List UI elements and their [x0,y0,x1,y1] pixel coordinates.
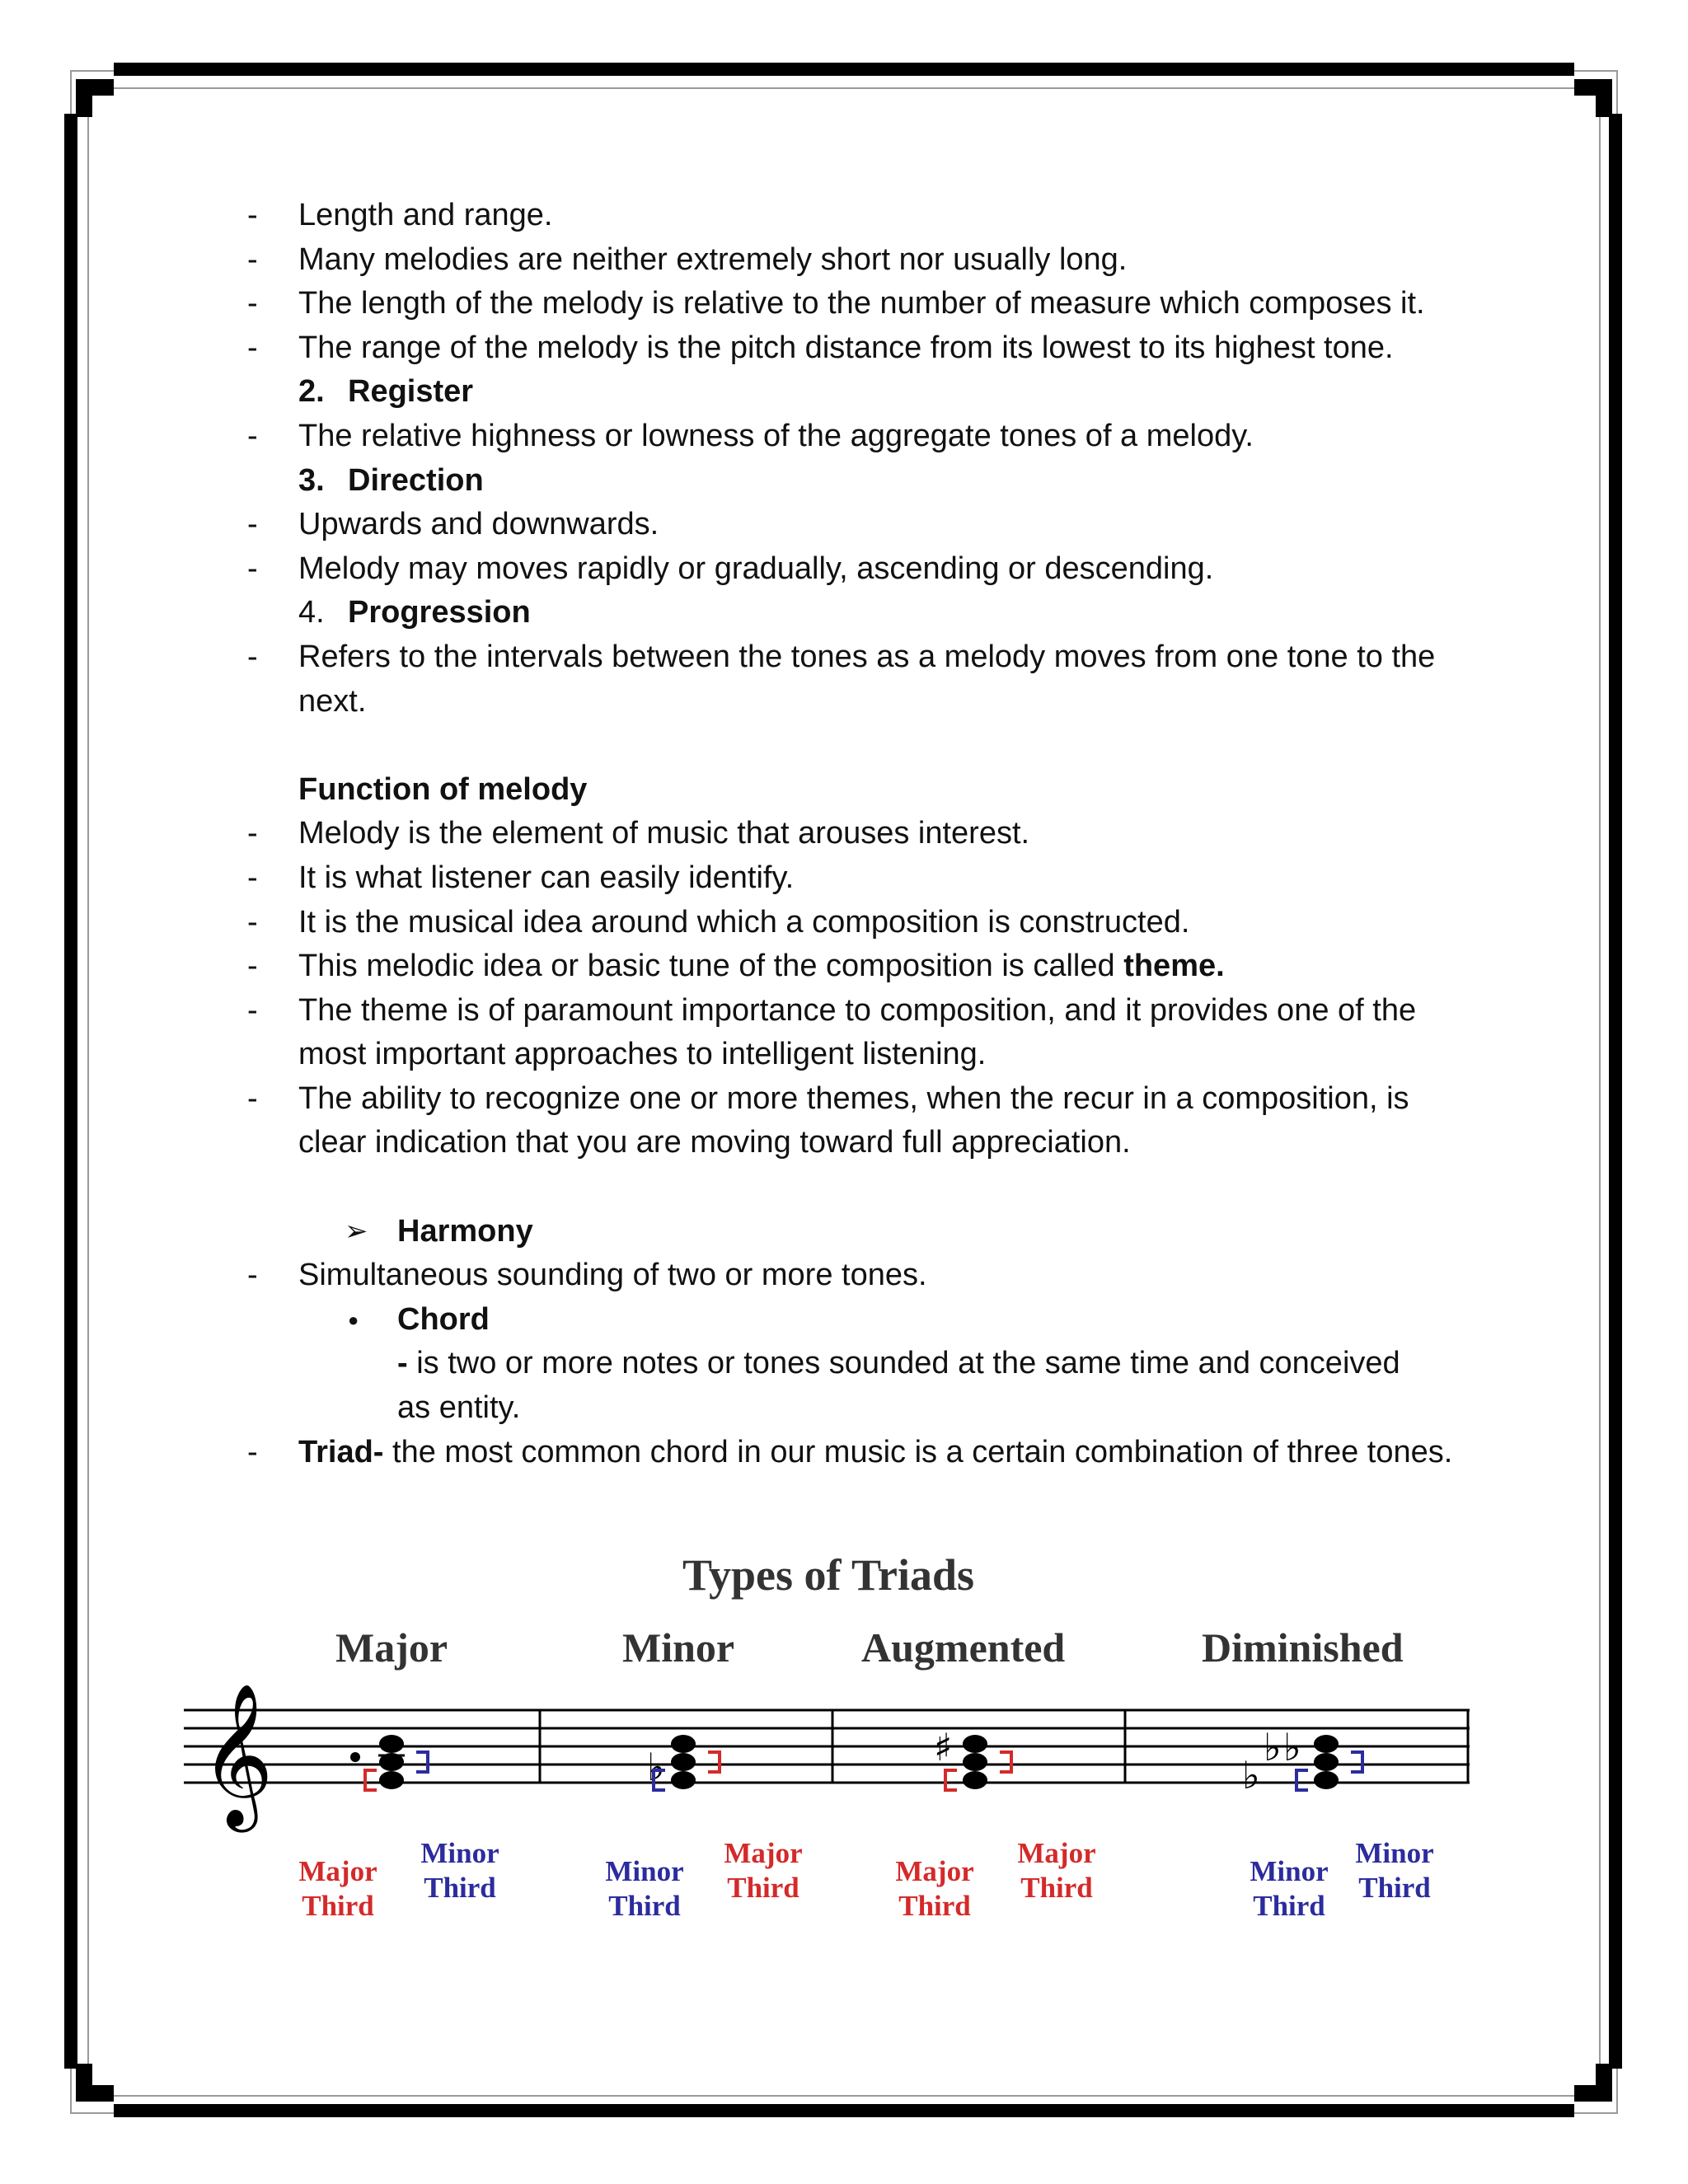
label-major-third: Major Third [298,1855,377,1922]
flat-icon: ♭ [647,1745,665,1789]
triad-type-major: Major [335,1624,448,1671]
list-item: - The range of the melody is the pitch distance from its lowest to its highest tone. [239,326,1525,371]
label-minor-third: Minor Third [420,1837,499,1904]
label-minor-third: Minor Third [605,1855,684,1922]
bracket-major-third [708,1752,720,1772]
dash-marker: - [247,551,258,586]
dot-bullet-icon: ● [348,1309,359,1330]
triad-type-augmented: Augmented [861,1624,1066,1671]
dash-marker: - [247,1080,258,1116]
label-major-third: Major Third [1017,1837,1096,1904]
list-item: - The theme is of paramount importance to composition, and it provides one of the most important approaches to intelligent listening. [239,989,1485,1077]
label-major-third: Major Third [724,1837,803,1904]
flat-icon: ♭ [1283,1725,1301,1769]
section-heading-register: 2. Register [298,374,474,410]
list-item: - Length and range. [239,194,1525,238]
bracket-major-third [365,1770,377,1790]
corner-tl-b [76,79,92,117]
theme-term: theme. [1123,949,1225,984]
dash-marker: - [247,904,258,940]
flat-icon: ♭ [1242,1753,1260,1797]
dash-marker: - [247,418,258,453]
chord-diminished [1242,1725,1362,1797]
border-left [64,114,77,2069]
corner-br-b [1596,2064,1612,2102]
figure-title: Types of Triads [682,1550,975,1600]
list-item: - Triad- the most common chord in our music is a certain combination of three tones. [239,1431,1485,1475]
triad-type-minor: Minor [622,1624,735,1671]
spacer [239,724,1525,768]
dash-marker: - [247,1434,258,1469]
section-heading-harmony: ➢ Harmony [239,1210,1525,1254]
border-bottom [114,2104,1574,2117]
dash-marker: - [247,330,258,365]
dash-marker: - [247,198,258,232]
dash-marker: - [247,816,258,851]
list-item: - The length of the melody is relative to the number of measure which composes it. [239,282,1525,326]
chord-augmented [934,1725,1011,1790]
list-item: - The relative highness or lowness of the aggregate tones of a melody. [239,415,1525,459]
list-item: - It is the musical idea around which a composition is constructed. [239,901,1525,945]
treble-clef-icon: 𝄞 [200,1683,274,1826]
list-item: - Melody may moves rapidly or gradually, ascending or descending. [239,547,1525,592]
dash-marker: - [247,241,258,277]
corner-tr-b [1596,79,1612,117]
bracket-minor-third [1351,1752,1362,1772]
triad-type-diminished: Diminished [1202,1624,1404,1671]
list-item: - Simultaneous sounding of two or more tones. [239,1254,1525,1298]
section-heading-function: Function of melody [298,771,588,807]
label-minor-third: Minor Third [1250,1855,1329,1922]
list-item: - Melody is the element of music that arouses interest. [239,812,1525,856]
dash-marker: - [247,286,258,321]
bracket-minor-third [1296,1770,1308,1790]
corner-bl-b [76,2064,92,2102]
bracket-major-third [945,1770,957,1790]
border-right [1609,114,1622,2069]
list-item: - Refers to the intervals between the tones as a melody moves from one tone to the next. [239,635,1469,724]
sharp-icon: ♯ [934,1725,953,1769]
border-top [114,63,1574,76]
dash-marker: - [247,860,258,895]
bracket-major-third [1000,1752,1011,1772]
dash-marker: - [247,639,258,674]
list-item: - Upwards and downwards. [239,503,1525,547]
dash-marker: - [247,992,258,1028]
triad-term: Triad- [298,1434,384,1469]
dash-marker: - [247,507,258,542]
chord-definition: - is two or more notes or tones sounded at the same time and conceived as entity. [397,1346,1400,1426]
label-major-third: Major Third [895,1855,974,1922]
subheading-chord: ● Chord [239,1298,1525,1343]
document-body [239,194,1525,1474]
label-minor-third: Minor Third [1355,1837,1434,1904]
list-item: - This melodic idea or basic tune of the composition is called theme. [239,944,1525,989]
dash-marker: - [247,949,258,984]
spacer [239,1165,1525,1210]
arrow-bullet-icon: ➢ [345,1215,368,1247]
flat-icon: ♭ [1264,1725,1282,1769]
section-heading-progression: 4. Progression [298,595,531,630]
section-heading-direction: 3. Direction [298,462,484,498]
list-item: - Many melodies are neither extremely short nor usually long. [239,238,1525,283]
dash-marker: - [247,1258,258,1293]
list-item: - The ability to recognize one or more themes, when the recur in a composition, is clear indication that you are moving toward full appreciation. [239,1077,1485,1165]
bracket-minor-third [416,1752,428,1772]
triads-figure [177,1549,1479,1945]
list-item: - It is what listener can easily identify. [239,856,1525,901]
